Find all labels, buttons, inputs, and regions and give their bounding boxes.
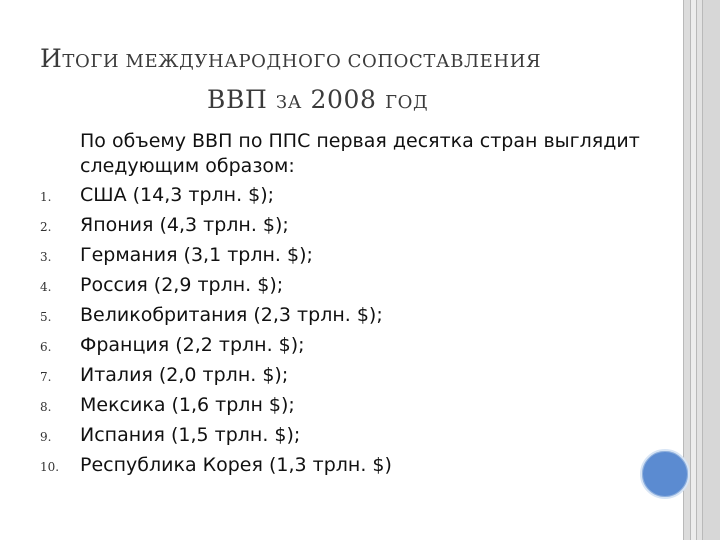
list-text: Мексика (1,6 трлн $); [80,394,295,416]
list-text: Германия (3,1 трлн. $); [80,244,313,266]
list-text: Россия (2,9 трлн. $); [80,274,284,296]
list-text: Япония (4,3 трлн. $); [80,214,289,236]
page-edge-line [702,0,703,540]
list-number: 7. [40,370,52,384]
list-number: 5. [40,310,52,324]
list-number: 8. [40,400,52,414]
title-gdp: ВВП [207,85,276,114]
page-edge-line [690,0,691,540]
list-text: Великобритания (2,3 трлн. $); [80,304,383,326]
list-number: 9. [40,430,52,444]
list-number: 10. [40,460,60,474]
page-edge-strip [702,0,720,540]
title-line-2 [40,85,660,114]
title-year: 2008 [301,85,386,114]
list-text: Италия (2,0 трлн. $); [80,364,289,386]
page-edge-line [696,0,697,540]
title-initial: И [40,44,63,73]
list-text: Республика Корея (1,3 трлн. $) [80,454,392,476]
list-number: 3. [40,250,52,264]
title-line-1 [40,44,660,73]
list-text: Франция (2,2 трлн. $); [80,334,305,356]
circle-marker-icon [640,449,690,499]
list-text: США (14,3 трлн. $); [80,184,275,206]
list-number: 4. [40,280,52,294]
title-for: ЗА [275,92,302,113]
slide-title [40,44,660,114]
list-text: Испания (1,5 трлн. $); [80,424,301,446]
intro-text: По объему ВВП по ППС первая десятка стран выглядит следующим образом: [80,130,640,177]
title-text-rest: ТОГИ МЕЖДУНАРОДНОГО СОПОСТАВЛЕНИЯ [62,51,542,72]
title-year-word: ГОД [385,92,429,113]
list-number: 1. [40,190,52,204]
list-number: 2. [40,220,52,234]
list-number: 6. [40,340,52,354]
